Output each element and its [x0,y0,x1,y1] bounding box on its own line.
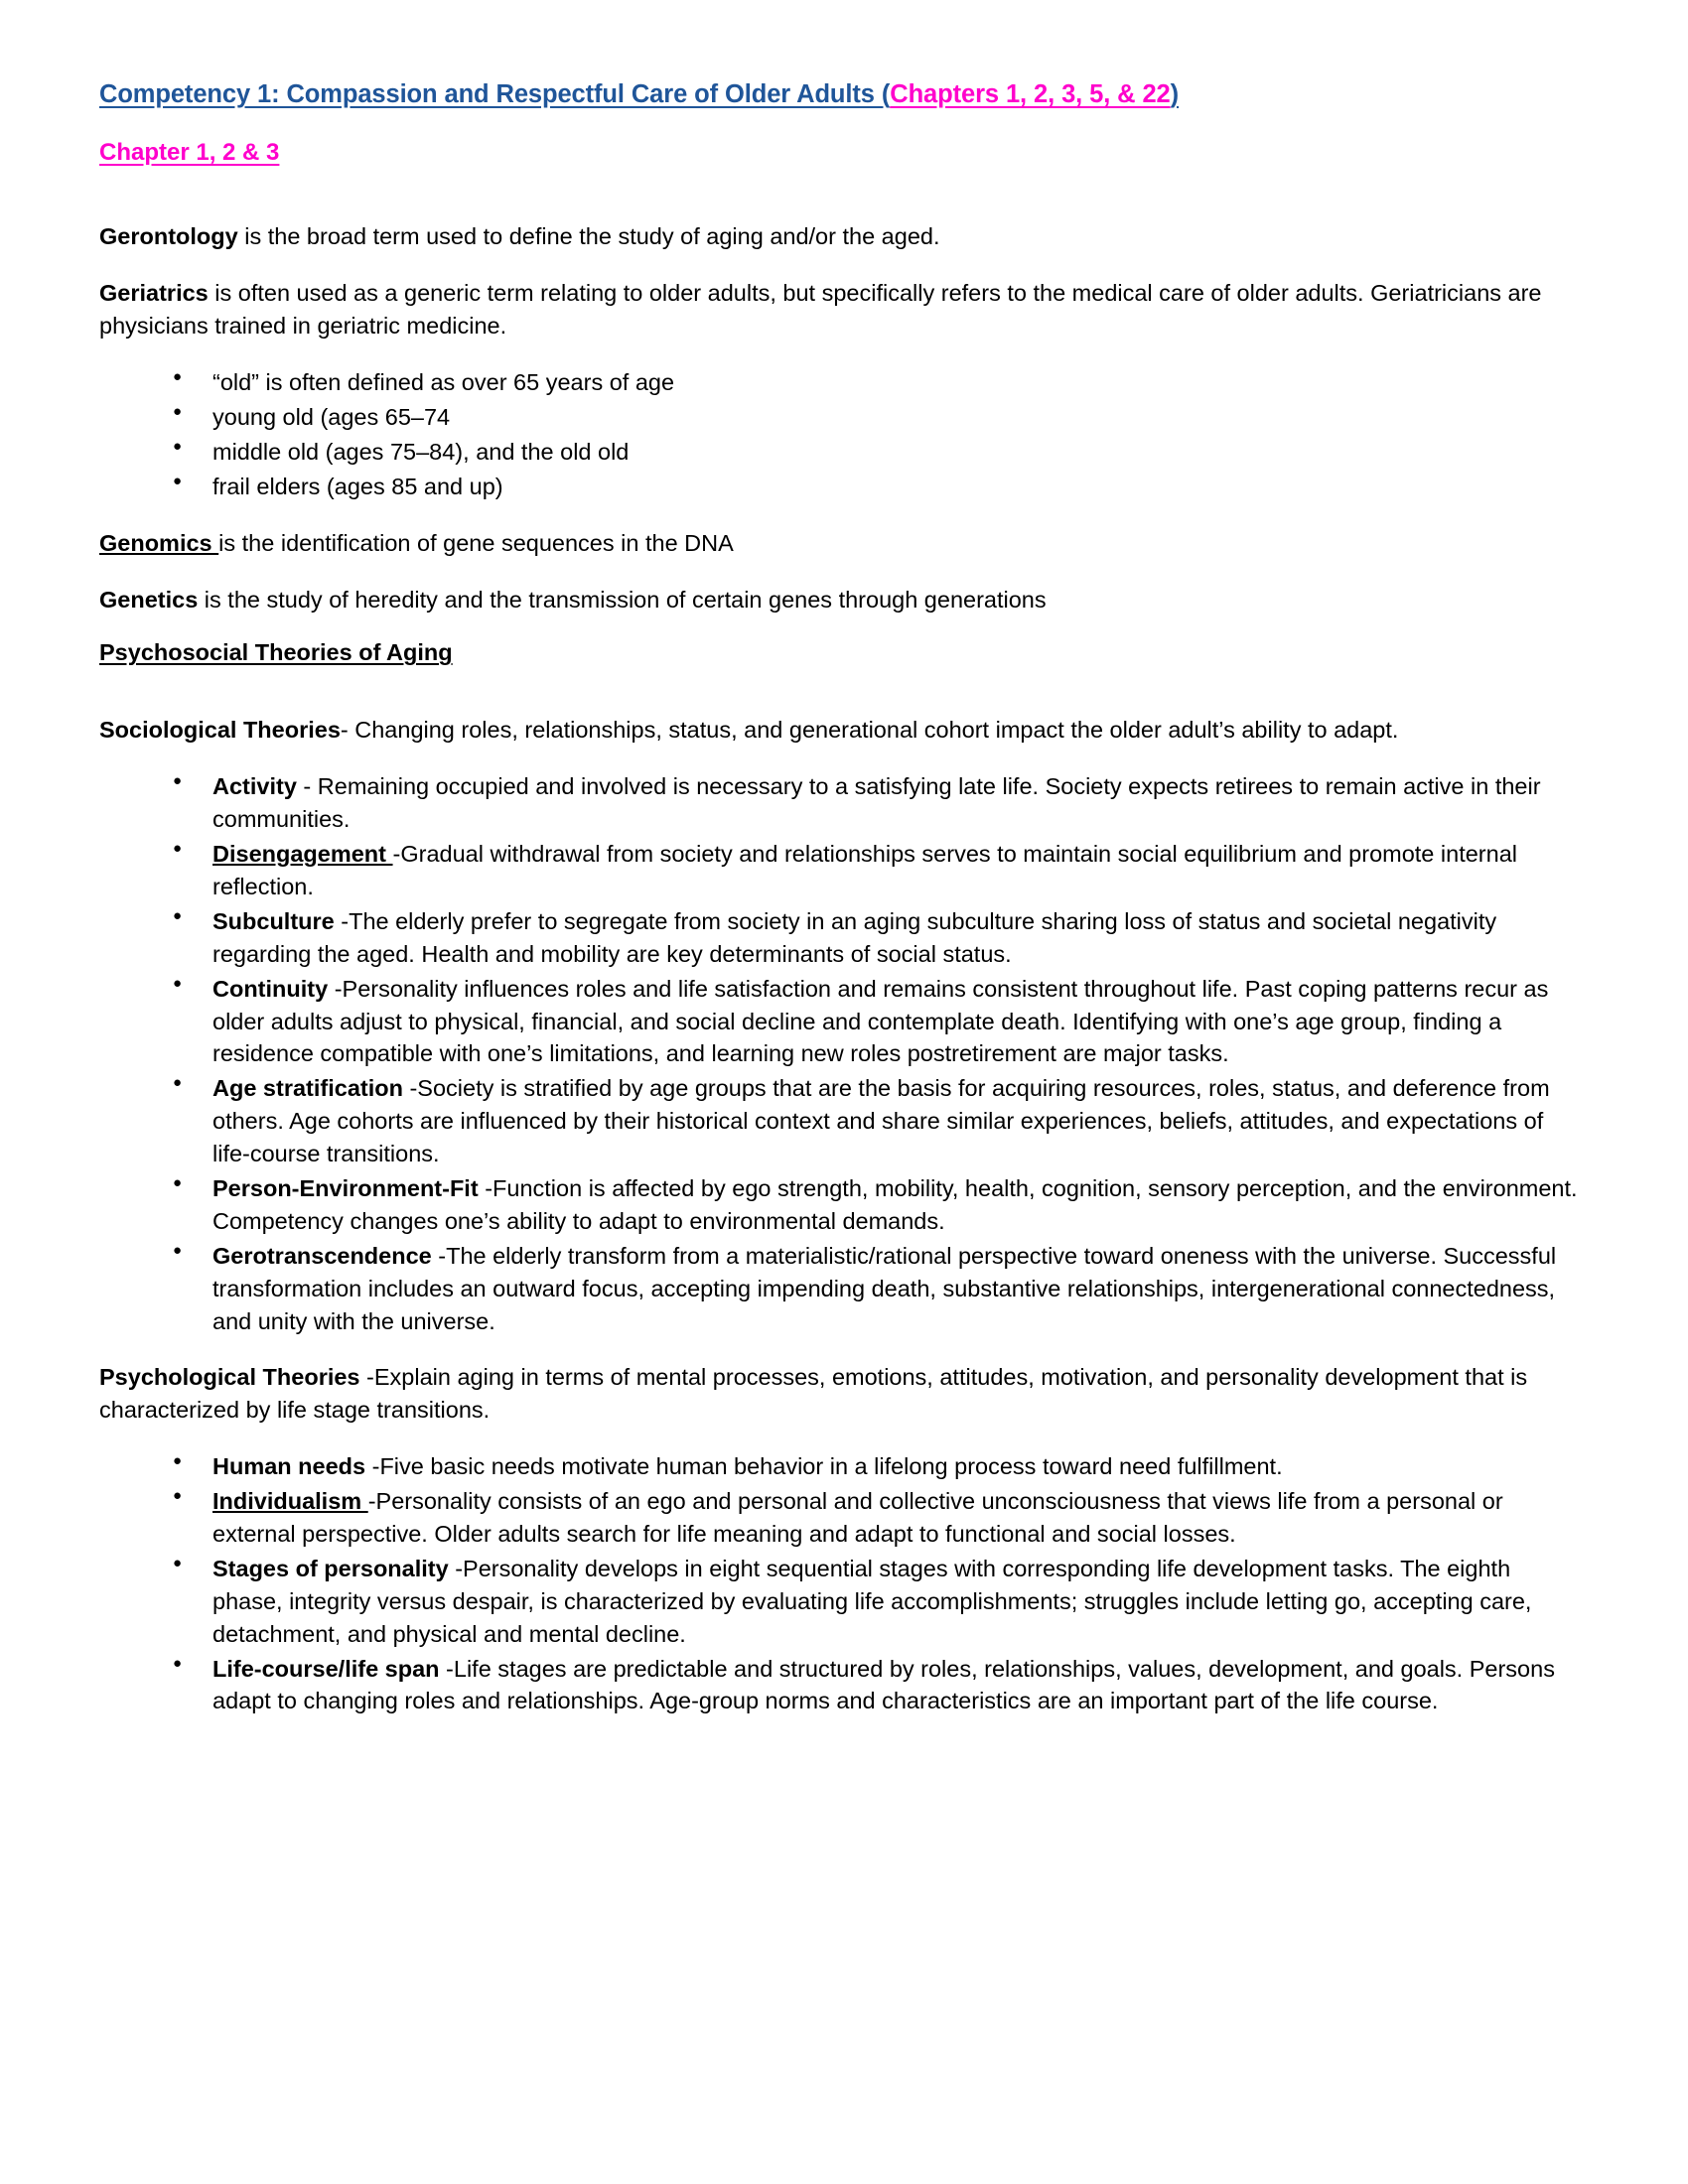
age-definition-list [99,366,1584,503]
bullet-text: - Remaining occupied and involved is necessary to a satisfying late life. Society expects retirees to remain active in their communities. [212,773,1541,833]
bullet-term: Human needs [212,1453,366,1480]
bullet-term: Continuity [212,975,329,1002]
list-item [173,973,1584,1071]
psychological-theories-list [99,1450,1584,1717]
title-magenta-chapters: Chapters 1, 2, 3, 5, & 22 [890,80,1171,108]
term-genomics: Genomics [99,529,219,556]
list-item [173,770,1584,836]
list-item [173,1553,1584,1651]
list-item [173,1653,1584,1718]
bullet-term: Subculture [212,907,335,934]
sociological-theories-list [99,770,1584,1337]
document-title [99,77,1584,111]
paragraph-sociological [99,714,1584,747]
text-sociological: - Changing roles, relationships, status, and generational cohort impact the older adult’s ability to adapt. [340,717,1399,744]
text-gerontology: is the broad term used to define the study of aging and/or the aged. [237,223,940,250]
bullet-term: Life-course/life span [212,1655,440,1682]
bullet-text: -Personality develops in eight sequential stages with corresponding life development tasks. The eighth phase, integrity versus despair, is characterized by evaluating life accomplishments; struggles include letting go, accepting care, detachment, and physical and mental decline. [212,1555,1532,1647]
list-item [173,1485,1584,1551]
term-geriatrics: Geriatrics [99,280,209,307]
section-head-psychosocial: Psychosocial Theories of Aging [99,639,453,666]
term-gerontology: Gerontology [99,223,238,250]
paragraph-psychological [99,1361,1584,1427]
chapter-subtitle: Chapter 1, 2 & 3 [99,139,280,167]
bullet-text: -Life stages are predictable and structured by roles, relationships, values, development, and goals. Persons adapt to changing roles and relationships. Age-group norms and characteristics are an important part of the life course. [212,1655,1555,1714]
bullet-text: -The elderly prefer to segregate from society in an aging subculture sharing loss of status and societal negativity regarding the aged. Health and mobility are key determinants of social status. [212,907,1497,967]
bullet-term: Stages of personality [212,1555,449,1581]
list-item [173,1240,1584,1338]
bullet-text: -The elderly transform from a materialistic/rational perspective toward oneness with the universe. Successful transformation includes an outward focus, accepting impending death, substantive relationships, intergenerational connectedness, and unity with the universe. [212,1242,1557,1334]
age-bullet-text: “old” is often defined as over 65 years of age [212,369,675,396]
list-item [173,401,1584,434]
bullet-text: -Function is affected by ego strength, mobility, health, cognition, sensory perception, and the environment. Competency changes one’s ability to adapt to environmental demands. [212,1175,1578,1234]
text-psychological: -Explain aging in terms of mental processes, emotions, attitudes, motivation, and personality development that is characterized by life stage transitions. [99,1364,1528,1424]
bullet-text: -Personality consists of an ego and personal and collective unconsciousness that views life from a personal or external perspective. Older adults search for life meaning and adapt to functional and social losses. [212,1488,1503,1548]
paragraph-geriatrics [99,277,1584,342]
bullet-term: Individualism [212,1488,368,1515]
bullet-term: Age stratification [212,1075,403,1102]
text-genetics: is the study of heredity and the transmission of certain genes through generations [198,586,1047,613]
list-item [173,1450,1584,1483]
list-item [173,1172,1584,1238]
bullet-term: Gerotranscendence [212,1242,432,1269]
bullet-text: -Five basic needs motivate human behavior in a lifelong process toward need fulfillment. [365,1453,1283,1480]
bullet-text: -Society is stratified by age groups that are the basis for acquiring resources, roles, status, and deference from others. Age cohorts are influenced by their historical context and share similar experiences, beliefs, attitudes, and expectations of life-course transitions. [212,1075,1550,1167]
bullet-term: Person-Environment-Fit [212,1175,479,1202]
term-genetics: Genetics [99,586,199,613]
list-item [173,905,1584,971]
title-blue-lead: Competency 1: Compassion and Respectful Care of Older Adults ( [99,80,891,108]
text-genomics: is the identification of gene sequences in the DNA [218,529,734,556]
list-item [173,366,1584,399]
bullet-text: -Personality influences roles and life satisfaction and remains consistent throughout life. Past coping patterns recur as older adults adjust to physical, financial, and social decline and contemplate death. Identifying with one’s age group, finding a residence compatible with one’s limitations, and learning new roles postretirement are major tasks. [212,975,1549,1067]
list-item [173,436,1584,469]
list-item [173,1072,1584,1170]
section-head-psychosocial-wrap [99,639,1584,690]
age-bullet-text: young old (ages 65–74 [212,403,451,430]
age-bullet-text: middle old (ages 75–84), and the old old [212,438,630,465]
chapter-subtitle-wrap [99,139,1584,195]
list-item [173,838,1584,903]
bullet-text: -Gradual withdrawal from society and relationships serves to maintain social equilibrium and promote internal reflection. [212,841,1517,899]
text-geriatrics: is often used as a generic term relating to older adults, but specifically refers to the medical care of older adults. Geriatricians are physicians trained in geriatric medicine. [99,280,1542,340]
bullet-term: Disengagement [212,841,393,868]
paragraph-genomics [99,527,1584,560]
term-sociological: Sociological Theories [99,717,341,744]
bullet-term: Activity [212,773,297,800]
list-item [173,471,1584,503]
title-blue-close: ) [1170,80,1180,108]
paragraph-genetics [99,584,1584,616]
age-bullet-text: frail elders (ages 85 and up) [212,473,503,499]
paragraph-gerontology [99,220,1584,253]
term-psychological: Psychological Theories [99,1364,360,1391]
